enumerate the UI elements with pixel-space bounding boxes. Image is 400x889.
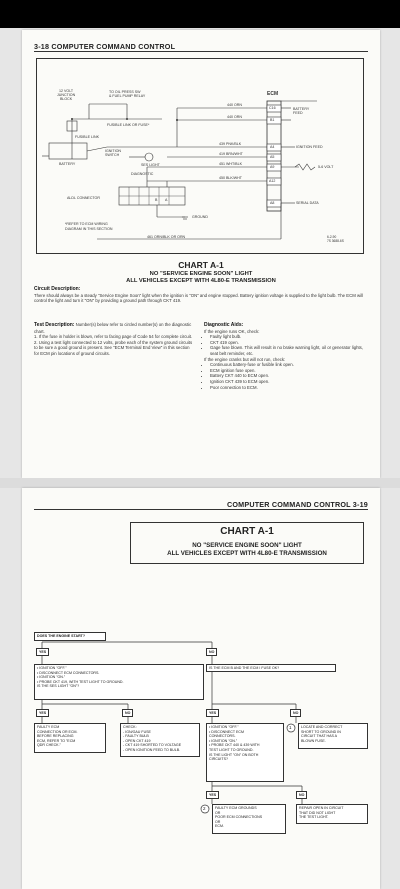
- refer-note: *REFER TO ECM WIRING DIAGRAM IN THIS SECTION: [65, 222, 113, 231]
- wire-419: 419 BRN/WHT: [219, 152, 243, 156]
- question-ecm-fuse: IS THE ECM B AND THE ECM I FUSE OK?: [206, 664, 336, 672]
- wire-440-a: 440 ORN: [227, 103, 242, 107]
- pin-a4: A4: [270, 145, 275, 149]
- chart-title: CHART A-1: [178, 260, 224, 270]
- wire-451: 451 WHT/BLK: [219, 162, 242, 166]
- aids-intro-1: If the engine runs OK, check:: [204, 328, 260, 334]
- ignition-feed-label: IGNITION FEED: [296, 145, 323, 149]
- step-probe-ckt-419: • IGNITION "OFF." • DISCONNECT ECM CONNECTORS. • IGNITION "ON." • PROBE CKT 419, WITH TEST LIGHT TO GROUND. IS THE SES LIGHT "ON"?: [34, 664, 204, 700]
- diagnostic-label: DIAGNOSTIC: [131, 172, 154, 176]
- no-label: NO: [122, 709, 133, 717]
- yes-label: YES: [36, 648, 49, 656]
- page-header: 3-18 COMPUTER COMMAND CONTROL: [34, 42, 176, 51]
- aid-item: • Faulty light bulb.: [210, 334, 366, 340]
- oil-press-label: TO OIL PRESS SW & FUEL PUMP RELAY: [109, 90, 146, 99]
- wire-joints: [71, 118, 178, 121]
- wire-439: 439 PNK/BLK: [219, 142, 242, 146]
- yes-label: YES: [206, 791, 219, 799]
- page-header: COMPUTER COMMAND CONTROL 3-19: [226, 500, 368, 509]
- result-faulty-grounds: FAULTY ECM GROUNDS OR POOR ECM CONNECTIONS OR ECM.: [212, 804, 286, 834]
- wiring-diagram: [36, 58, 364, 254]
- test-item-1: 1. If the fuse in holder is blown, refer to facing page of Code 54 for complete circuit.: [34, 334, 193, 340]
- diagnostic-aids: [204, 322, 366, 390]
- no-label: NO: [206, 648, 217, 656]
- bottom-wire-label: 461 ORN/BLK OR ORN: [147, 235, 186, 239]
- header-rule: [34, 51, 368, 52]
- ground-label: GROUND: [192, 215, 208, 219]
- chart-title: CHART A-1: [220, 526, 274, 537]
- aid-item: • Ignition CKT 439 to ECM open.: [210, 379, 366, 385]
- serial-data-label: SERIAL DATA: [296, 201, 319, 205]
- circuit-description: [34, 286, 368, 304]
- aid-item: • Gage fuse blown. This will result in no brake warning light, oil or generator lights, seat belt reminder, etc.: [210, 345, 366, 356]
- chart-subtitle-1: NO "SERVICE ENGINE SOON" LIGHT: [149, 271, 253, 277]
- test-intro: Number(s) below refer to circled number(s) on the diagnostic chart.: [34, 322, 192, 334]
- fusible-link-label: FUSIBLE LINK: [75, 135, 99, 139]
- result-faulty-ecm: FAULTY ECM CONNECTION OR ECM. BEFORE REPLACING ECM, REFER TO "ECM QDR CHECK.": [34, 723, 106, 753]
- manual-page-3-18: [22, 30, 380, 478]
- pin-b1: B1: [270, 118, 275, 122]
- wire-450: 450 BLK/WHT: [219, 176, 242, 180]
- pin-c16: C16: [269, 106, 276, 110]
- manual-page-3-19: [22, 488, 380, 889]
- step-circle-2-label: 2: [203, 806, 206, 811]
- step-circle-1-label: 1: [289, 725, 292, 730]
- aids-heading: Diagnostic Aids:: [204, 322, 244, 328]
- test-item-2: 2. Using a test light connected to 12 volts, probe each of the system ground circuits to be sure a good ground is present. See "ECM Terminal End View" in this section for ECM pin locations of ground circuits.: [34, 339, 193, 356]
- result-check-list: CHECK: - IGN/GAU FUSE - FAULTY BULB - OPEN CKT 419 - CKT 419 SHORTED TO VOLTAGE - OPEN IGNITION FEED TO BULB.: [120, 723, 200, 757]
- pin-a9: A9: [270, 165, 275, 169]
- aids-intro-2: If the engine cranks but will not run, check:: [204, 356, 286, 362]
- yes-label: YES: [36, 709, 49, 717]
- pin-a8: A8: [270, 201, 275, 205]
- diagram-date: 6-2-90 7S 3688-6S: [327, 235, 344, 243]
- fusible-or-fuse-label: FUSIBLE LINK OR FUSE*: [107, 123, 150, 127]
- circuit-text: There should always be a steady "Service Engine Soon" light when the ignition is "ON" and engine stopped. Battery ignition voltage is supplied to the light bulb. The ECM will control the light and turn it "ON" by providing a ground path through CKT 419.: [34, 292, 363, 304]
- ignition-switch-label: IGNITION SWITCH: [105, 149, 121, 158]
- test-description: [34, 322, 194, 357]
- aid-item: • Battery CKT 440 to ECM open.: [210, 373, 366, 379]
- junction-block-label: 12 VOLT JUNCTION BLOCK: [57, 89, 76, 102]
- question-engine-start: DOES THE ENGINE START?: [34, 632, 106, 641]
- battery-feed-label: BATTERY FEED: [293, 107, 310, 116]
- ses-light-label: SES LIGHT: [141, 163, 160, 167]
- circuit-heading: Circuit Description:: [34, 286, 81, 292]
- result-repair-open: REPAIR OPEN IN CIRCUIT THAT DID NOT LIGHT THE TEST LIGHT.: [296, 804, 368, 824]
- chart-subtitle-2: ALL VEHICLES EXCEPT WITH 4L80-E TRANSMISSION: [126, 278, 276, 284]
- five-volt-label: 5-6 VOLT: [318, 165, 334, 169]
- aid-item: • CKT 419 open.: [210, 340, 366, 346]
- page-gap: [0, 478, 400, 488]
- wire-440-b: 440 ORN: [227, 115, 242, 119]
- test-heading: Test Description:: [34, 322, 75, 328]
- chart-subtitle-2: ALL VEHICLES EXCEPT WITH 4L80-E TRANSMISSION: [167, 550, 327, 557]
- aid-item: • ECM ignition fuse open.: [210, 368, 366, 374]
- result-locate-short: LOCATE AND CORRECT SHORT TO GROUND IN CIRCUIT THAT HAS A BLOWN FUSE.: [298, 723, 368, 749]
- yes-label: YES: [206, 709, 219, 717]
- pin-a5: A5: [270, 155, 275, 159]
- aldl-connector-label: ALDL CONNECTOR: [67, 196, 100, 200]
- top-bar: [0, 0, 400, 28]
- chart-subtitle-1: NO "SERVICE ENGINE SOON" LIGHT: [192, 542, 302, 549]
- step-probe-ckt-440-439: • IGNITION "OFF." • DISCONNECT ECM CONNECTORS. • IGNITION "ON." • PROBE CKT 440 & 439 WITH TEST LIGHT TO GROUND. IS THE LIGHT "ON" ON BOTH CIRCUITS?: [206, 723, 284, 782]
- aldl-pin-a: A: [165, 198, 168, 202]
- ecm-label: ECM: [267, 91, 279, 97]
- pin-a12: A12: [269, 179, 276, 183]
- aldl-pin-b: B: [155, 198, 158, 202]
- no-label: NO: [290, 709, 301, 717]
- no-label: NO: [296, 791, 307, 799]
- battery-label: BATTERY: [59, 162, 76, 166]
- aid-item: • Poor connection to ECM.: [210, 385, 366, 391]
- aid-item: • Continuous battery-fuse or fusible link open.: [210, 362, 366, 368]
